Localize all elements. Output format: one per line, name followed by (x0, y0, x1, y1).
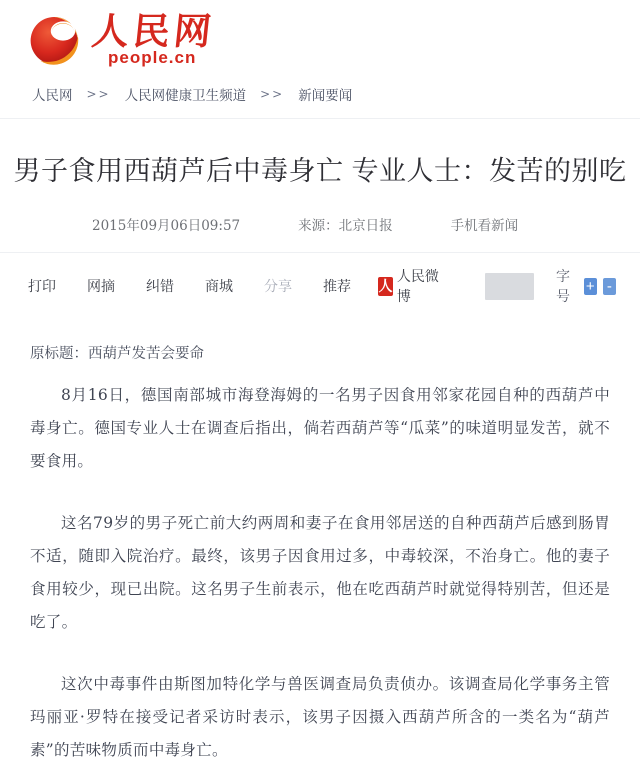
mall-button[interactable]: 商城 (205, 279, 233, 295)
font-size-control (556, 266, 616, 306)
breadcrumb-section[interactable]: 新闻要闻 (298, 88, 353, 104)
logo-domain: people.cn (108, 48, 197, 67)
breadcrumb-separator: >> (86, 87, 111, 101)
web-clip-button[interactable]: 网摘 (87, 279, 115, 295)
original-title-value: 西葫芦发苦会要命 (88, 346, 204, 362)
breadcrumb (0, 84, 640, 119)
source-label: 来源： (298, 218, 339, 234)
toolbar-placeholder (485, 273, 534, 300)
breadcrumb-separator: >> (260, 87, 285, 101)
people-weibo-icon: 人 (378, 277, 393, 296)
error-report-button[interactable]: 纠错 (146, 279, 174, 295)
article-toolbar (0, 252, 640, 318)
recommend-button[interactable]: 推荐 (323, 279, 351, 295)
site-header (0, 0, 640, 68)
share-button[interactable]: 分享 (264, 279, 292, 295)
article-title: 男子食用西葫芦后中毒身亡 专业人士：发苦的别吃 (13, 156, 627, 186)
people-weibo-link[interactable] (378, 266, 441, 306)
article-body (0, 318, 640, 767)
font-size-increase-button[interactable]: + (584, 278, 597, 295)
paragraph: 这名79岁的男子死亡前大约两周和妻子在食用邻居送的自种西葫芦后感到肠胃不适，随即入院治疗。最终，该男子因食用过多，中毒较深，不治身亡。他的妻子食用较少，现已出院。这名男子生前表示，他在吃西葫芦时就觉得特别苦，但还是吃了。 (30, 514, 610, 631)
publish-date: 2015年09月06日09:57 (92, 218, 241, 234)
breadcrumb-home[interactable]: 人民网 (32, 88, 73, 104)
font-size-label: 字号 (556, 269, 570, 305)
breadcrumb-channel[interactable]: 人民网健康卫生频道 (124, 88, 247, 104)
people-weibo-label: 人民微博 (396, 269, 439, 305)
logo-name-cn: 人民网 (89, 9, 218, 53)
print-button[interactable]: 打印 (28, 279, 56, 295)
font-size-decrease-button[interactable]: - (603, 278, 616, 295)
mobile-news-link[interactable]: 手机看新闻 (450, 218, 519, 234)
paragraph: 8月16日，德国南部城市海登海姆的一名男子因食用邻家花园自种的西葫芦中毒身亡。德国专业人士在调查后指出，倘若西葫芦等“瓜菜”的味道明显发苦，就不要食用。 (30, 386, 610, 470)
original-title-label: 原标题： (30, 346, 88, 362)
source-value[interactable]: 北京日报 (338, 218, 393, 234)
people-cn-logo-icon[interactable] (28, 8, 84, 68)
people-cn-logo-text[interactable] (89, 8, 218, 68)
paragraph: 这次中毒事件由斯图加特化学与兽医调查局负责侦办。该调查局化学事务主管玛丽亚·罗特在接受记者采访时表示，该男子因摄入西葫芦所含的一类名为“葫芦素”的苦味物质而中毒身亡。 (30, 675, 610, 759)
article-meta (92, 214, 640, 234)
original-title-line (30, 342, 610, 363)
source (298, 214, 393, 234)
